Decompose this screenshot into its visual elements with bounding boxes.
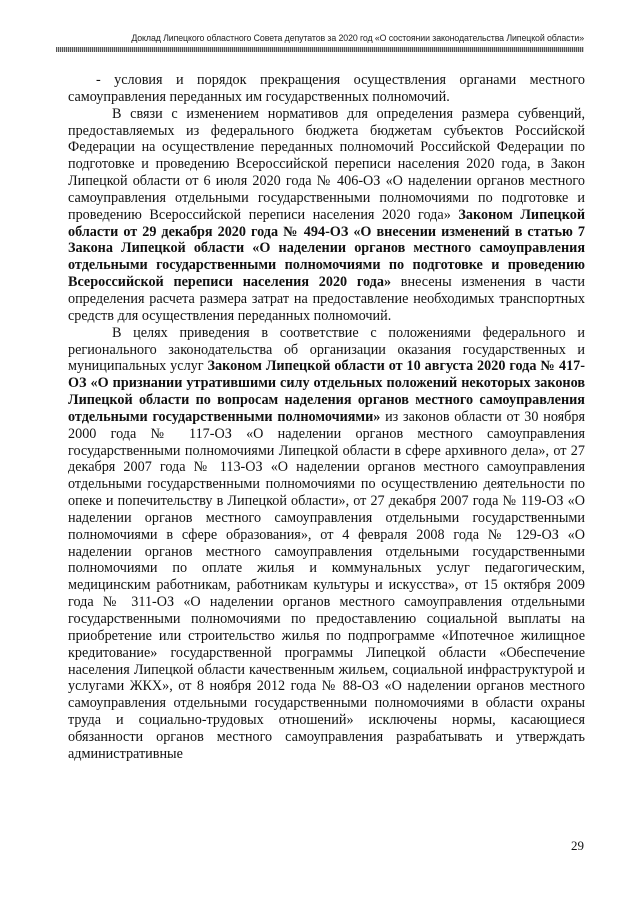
paragraph-3-text-end: из законов области от 30 ноября 2000 года № 117-ОЗ «О наделении органов местного самоуправления государственными полномочиями Липецкой области в сфере архивного дела», от 27 декабря 2007 года № 113-ОЗ «О наделении органов местного самоуправления отдельными государственными полномочиями по осуществлению деятельности по опеке и попечительству в Липецкой области», от 27 декабря 2007 года № 119-ОЗ «О наделении органов местного самоуправления отдельными государственными полномочиями в сфере образования», от 4 февраля 2008 года № 129-ОЗ «О наделении органов местного самоуправления отдельными государственными полномочиями по оплате жилья и коммунальных услуг педагогическим, медицинским работникам, работникам культуры и искусства», от 15 октября 2009 года № 311-ОЗ «О наделении органов местного самоуправления отдельными государственными полномочиями по предоставлению социальной выплаты на приобретение или строительство жилья по подпрограмме «Ипотечное жилищное кредитование» государственной программы Липецкой области «Обеспечение населения Липецкой области качественным жильем, социальной инфраструктурой и услугами ЖКХ», от 8 ноября 2012 года № 88-ОЗ «О наделении органов местного самоуправления отдельными государственными полномочиями в области охраны труда и социально-трудовых отношений» исключены нормы, касающиеся обязанности органов местного самоуправления разрабатывать и утверждать административные bbox=[68, 408, 586, 762]
paragraph-3 bbox=[68, 325, 585, 763]
paragraph-2-law-reference: Законом Липецкой области от 29 декабря 2020 года № 494-ОЗ «О внесении изменений в статью 7 Закона Липецкой области «О наделении органов местного самоуправления отдельными государственными полномочиями по подготовке и проведению Всероссийской переписи населения 2020 года» bbox=[68, 206, 585, 291]
paragraph-2-text-end: внесены изменения в части определения расчета размера затрат на предоставление необходимых транспортных средств для осуществления переданных полномочий. bbox=[68, 274, 585, 324]
page-number: 29 bbox=[571, 838, 584, 853]
paragraph-3-law-reference: Законом Липецкой области от 10 августа 2020 года № 417-ОЗ «О признании утратившими силу отдельных положений некоторых законов Липецкой области по вопросам наделения органов местного самоуправления отдельными государственными полномочиями» bbox=[68, 358, 586, 425]
header-divider bbox=[56, 47, 584, 52]
paragraph-1: - условия и порядок прекращения осуществления органами местного самоуправления переданных им государственных полномочий. bbox=[68, 72, 585, 105]
paragraph-2-text-start: В связи с изменением нормативов для определения размера субвенций, предоставляемых из федерального бюджета бюджетам субъектов Российской Федерации на осуществление переданных полномочий Российской Федерации по подготовке и проведению Всероссийской переписи населения 2020 года, в Закон Липецкой области от 6 июля 2020 года № 406-ОЗ «О наделении органов местного самоуправления отдельными государственными полномочиями по подготовке и проведению Всероссийской переписи населения 2020 года» bbox=[68, 105, 585, 223]
paragraph-3-text-start: В целях приведения в соответствие с положениями федерального и регионального законодательства об организации оказания государственных и муниципальных услуг bbox=[68, 324, 585, 375]
running-header: Доклад Липецкого областного Совета депутатов за 2020 год «О состоянии законодательства Липецкой области» bbox=[131, 33, 584, 43]
paragraph-2 bbox=[68, 106, 585, 325]
document-body bbox=[68, 72, 585, 763]
